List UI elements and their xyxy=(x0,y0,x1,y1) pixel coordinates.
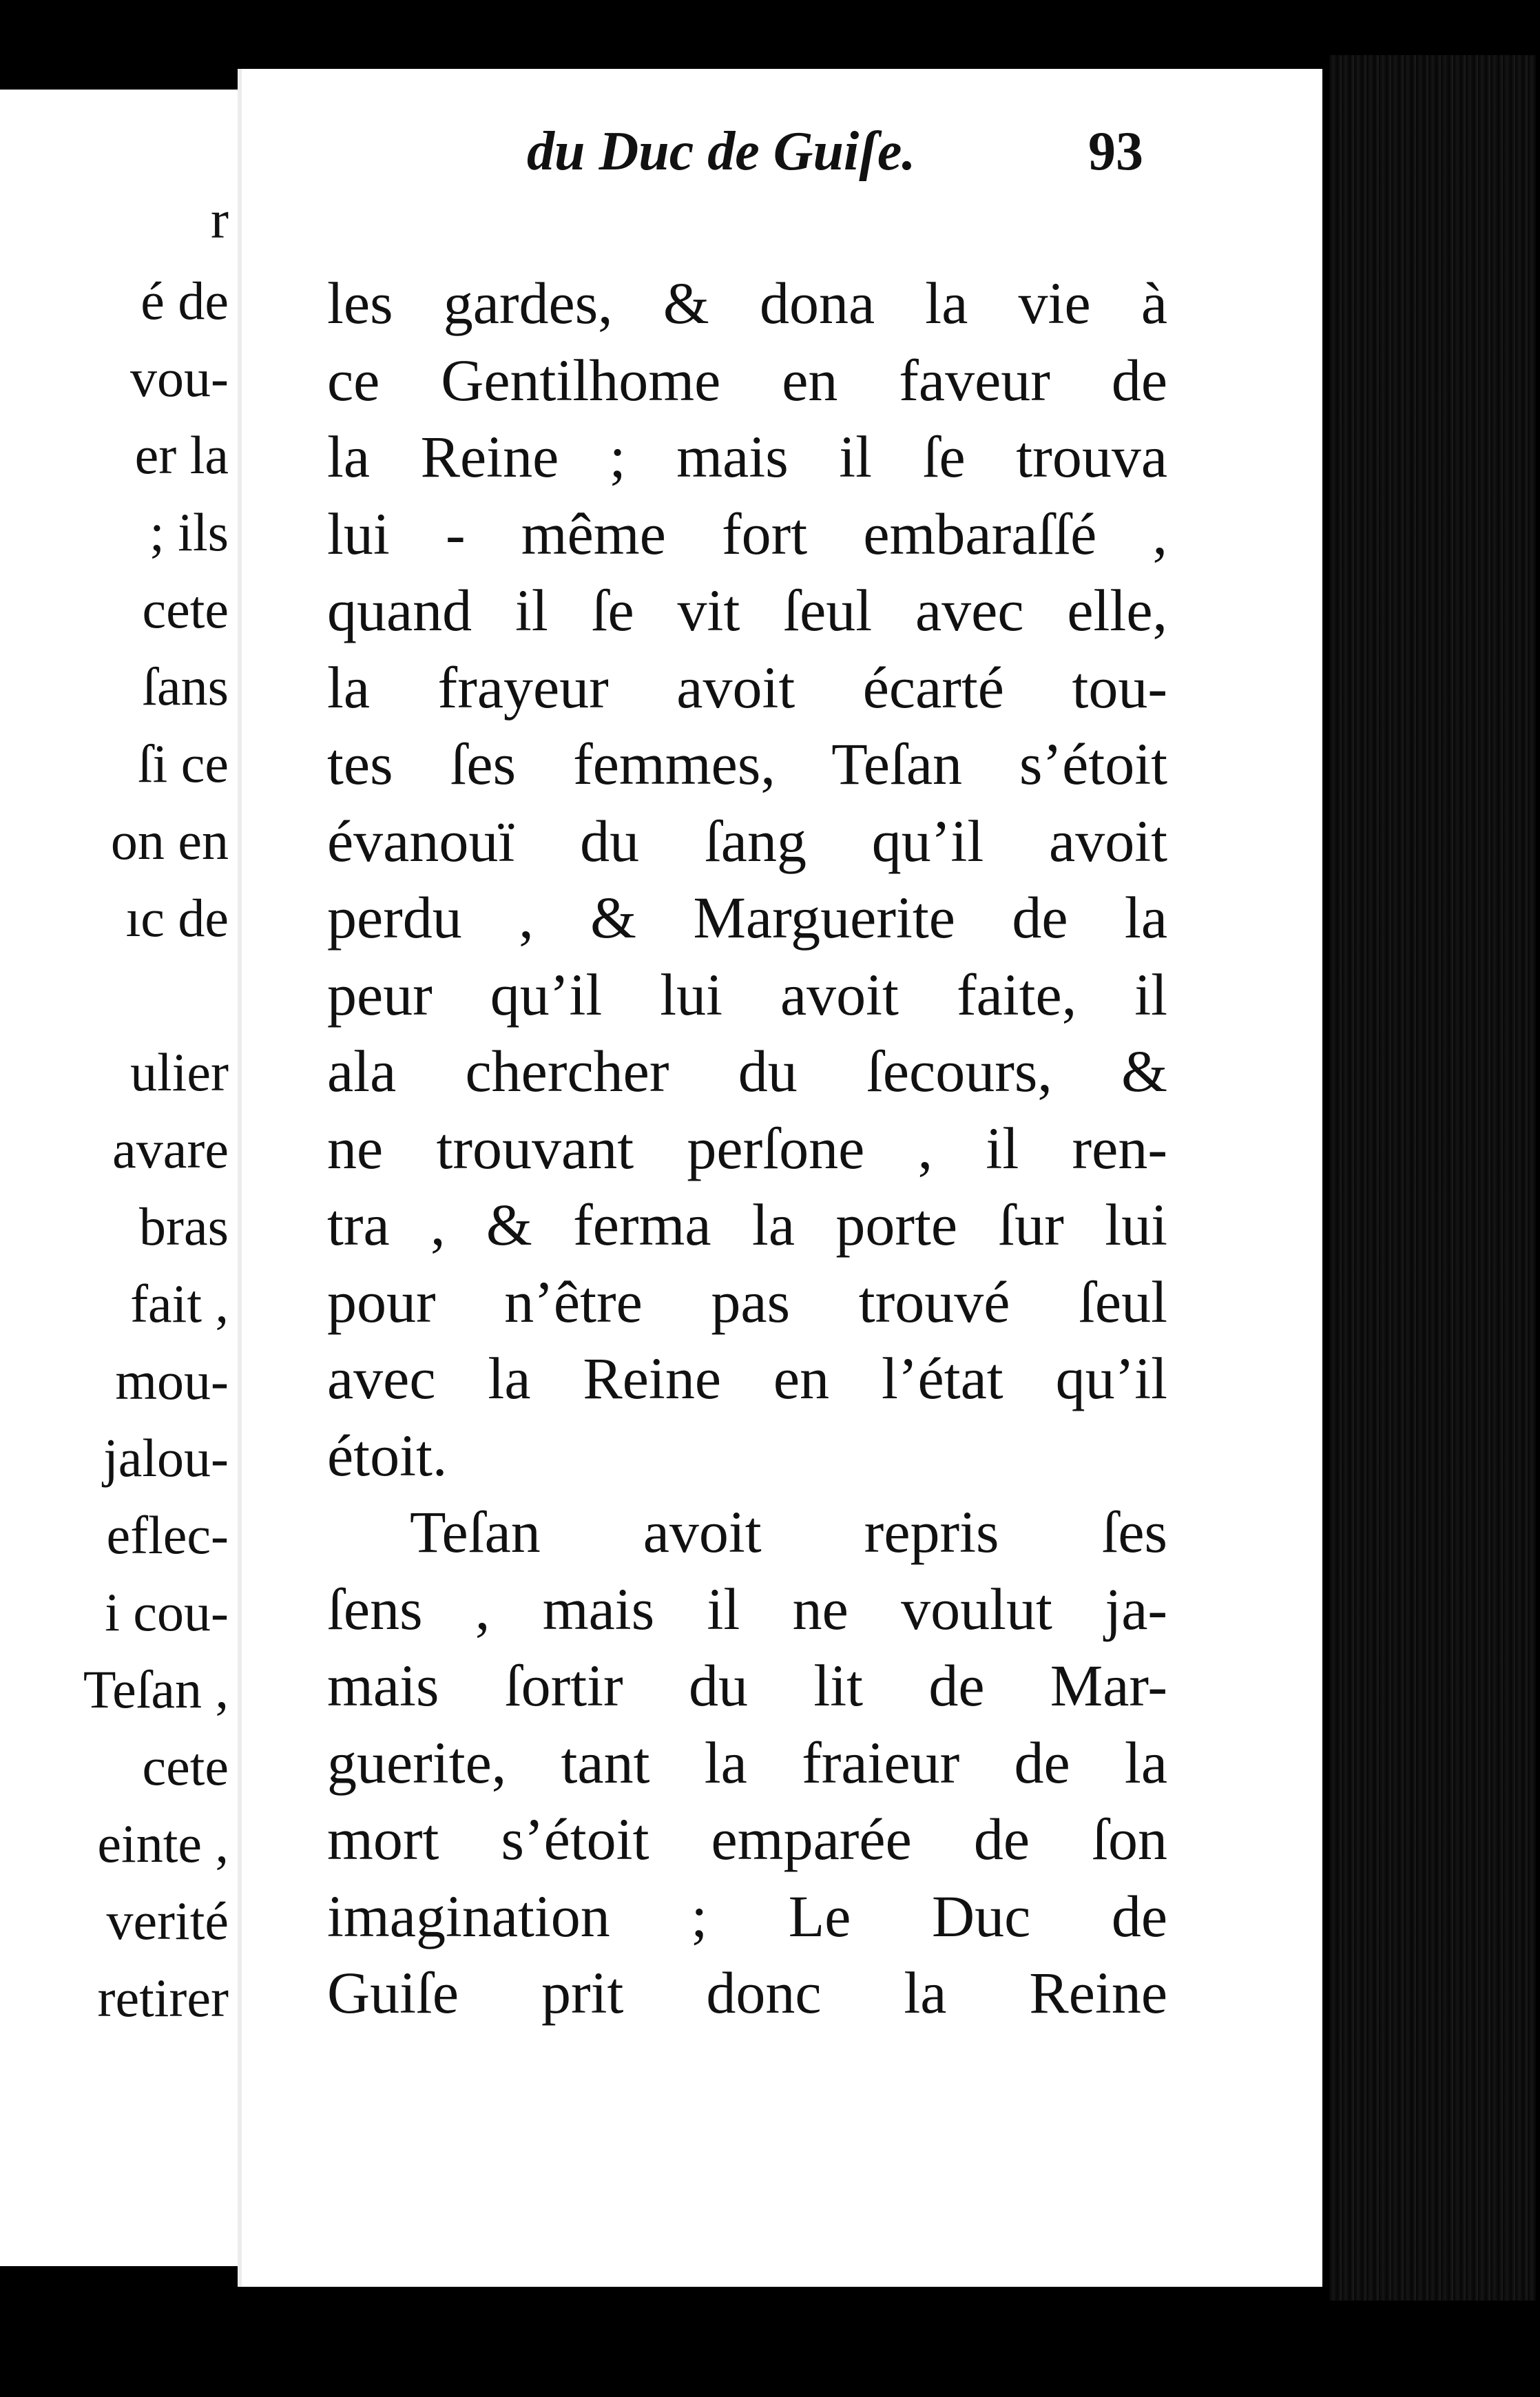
text-line: avec la Reine en l’état qu’il xyxy=(327,1345,1167,1411)
text-line: ala chercher du ſecours, & xyxy=(327,1038,1167,1104)
text-line: tes ſes femmes, Teſan s’étoit xyxy=(327,731,1167,797)
left-page-line: é de xyxy=(141,271,229,331)
text-line: la Reine ; mais il ſe trouva xyxy=(327,424,1167,490)
left-page-line: er la xyxy=(134,425,229,485)
left-page-line: eflec- xyxy=(106,1505,229,1565)
paragraph-end-line: étoit. xyxy=(327,1422,448,1488)
left-page-line: retirer xyxy=(97,1968,229,2028)
left-page-line: cete xyxy=(142,579,229,639)
left-page-line: verité xyxy=(106,1891,229,1951)
text-line: imagination ; Le Duc de xyxy=(327,1882,1167,1949)
left-page-line: ıc de xyxy=(125,888,229,948)
text-line: ce Gentilhome en faveur de xyxy=(327,346,1167,413)
text-line: mais ſortir du lit de Mar- xyxy=(327,1652,1167,1719)
left-page-line: ſans xyxy=(142,656,229,716)
text-line: évanouï du ſang qu’il avoit xyxy=(327,807,1167,874)
left-page-line: on en xyxy=(110,811,229,871)
text-line: ne trouvant perſone , il ren- xyxy=(327,1114,1167,1181)
text-line: tra , & ferma la porte ſur lui xyxy=(327,1192,1167,1258)
left-page-line: ; ils xyxy=(149,502,229,562)
book-binding-edge xyxy=(1329,55,1536,2301)
text-line: perdu , & Marguerite de la xyxy=(327,884,1167,951)
left-page-line: fait , xyxy=(130,1274,229,1334)
running-head xyxy=(289,121,1185,196)
left-page-line: vou- xyxy=(130,348,229,408)
body-text xyxy=(327,265,1167,2032)
running-head-title: du Duc de Guiſe. xyxy=(527,121,916,182)
text-line: mort s’étoit emparée de ſon xyxy=(327,1806,1167,1872)
left-page-line: bras xyxy=(139,1196,229,1256)
left-page-line: Teſan , xyxy=(83,1659,229,1719)
text-line: ſens , mais il ne voulut ja- xyxy=(327,1575,1167,1642)
text-line: lui - même fort embaraſſé , xyxy=(327,500,1167,567)
paragraph-start-line: Teſan avoit repris ſes xyxy=(410,1499,1167,1565)
previous-page-fragment xyxy=(0,90,248,2266)
text-line: pour n’être pas trouvé ſeul xyxy=(327,1268,1167,1335)
left-page-line: cete xyxy=(142,1736,229,1796)
text-line: quand il ſe vit ſeul avec elle, xyxy=(327,577,1167,643)
text-line: peur qu’il lui avoit faite, il xyxy=(327,961,1167,1028)
text-line: guerite, tant la fraieur de la xyxy=(327,1729,1167,1796)
text-line: la frayeur avoit écarté tou- xyxy=(327,654,1167,720)
left-page-line: i cou- xyxy=(105,1582,229,1642)
text-line: Guiſe prit donc la Reine xyxy=(327,1960,1167,2026)
left-page-line: ulier xyxy=(130,1042,229,1102)
page-number: 93 xyxy=(1088,121,1143,182)
left-page-line: r xyxy=(211,189,229,249)
left-page-line: avare xyxy=(112,1119,229,1179)
left-page-line: ſi ce xyxy=(137,734,229,793)
text-line: les gardes, & dona la vie à xyxy=(327,270,1167,336)
left-page-line: mou- xyxy=(115,1351,229,1411)
left-page-line: einte , xyxy=(97,1814,229,1874)
left-page-line: jalou- xyxy=(103,1428,229,1488)
